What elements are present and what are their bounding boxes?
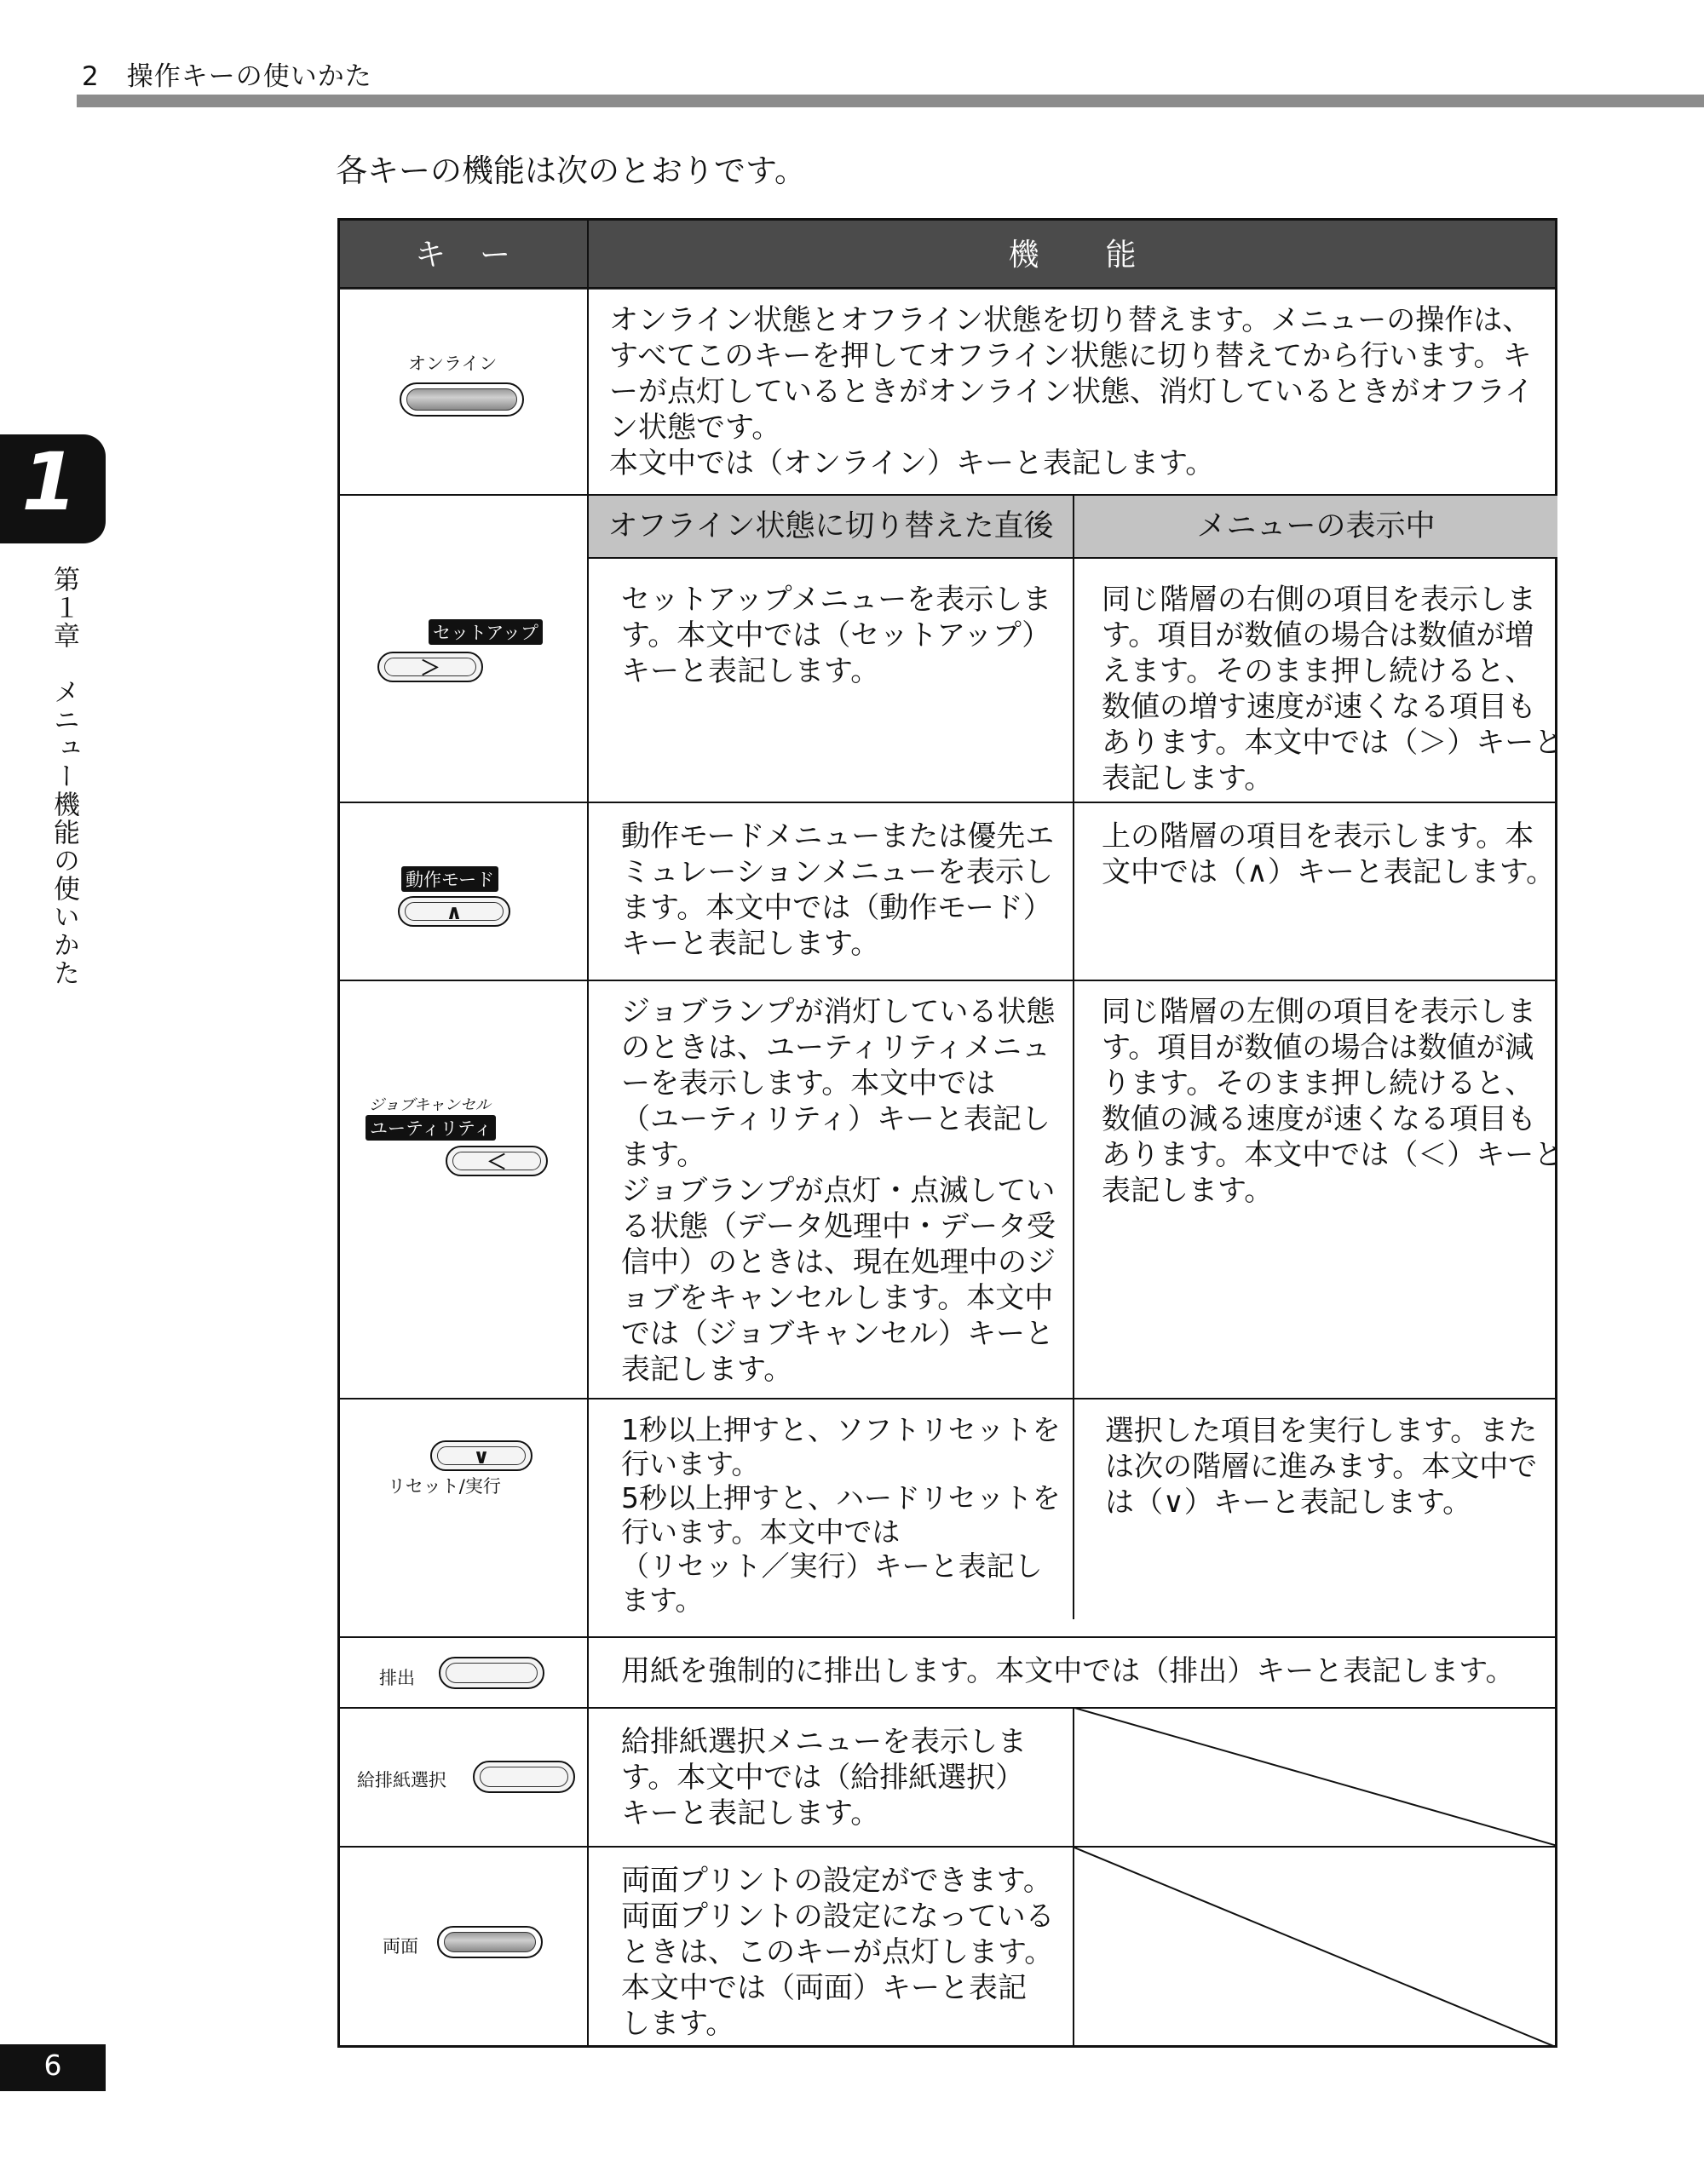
key-function-table [337, 218, 1563, 2048]
grid-line [340, 1636, 1557, 1638]
header-function: 機 能 [1008, 238, 1138, 273]
job-cancel-key-label: ジョブキャンセル [369, 1096, 491, 1114]
grid-line [1073, 495, 1074, 1619]
right-arrow-icon: ＞ [420, 656, 440, 680]
utility-offline-text: ジョブランプが消灯している状態 のときは、ユーティリティメニュ ーを表示します。本文中では （ユーティリティ）キーと表記し ます。 ジョブランプが点灯・点滅してい る状態（データ処理中・データ受 信中）のときは、現在処理中のジ ョブをキャンセルします。本文中 では（ジョブキャンセル）キーと 表記します。 [621, 995, 1056, 1387]
empty-cell-diagonal [1074, 1708, 1557, 1846]
eject-key-label: 排出 [379, 1668, 415, 1688]
grid-line [589, 557, 1557, 559]
intro-text: 各キーの機能は次のとおりです。 [336, 152, 807, 189]
reset-key-label: リセット/実行 [388, 1476, 501, 1497]
paper-select-key-icon [473, 1761, 575, 1793]
header-rule [77, 95, 1704, 107]
grid-line [340, 287, 1557, 289]
setup-menu-text: 同じ階層の右側の項目を表示しま す。項目が数値の場合は数値が増 えます。そのまま押し続けると、 数値の増す速度が速くなる項目も あります。本文中では（＞）キーと 表記します。 [1102, 583, 1563, 796]
grid-line [340, 1398, 1557, 1399]
utility-menu-text: 同じ階層の左側の項目を表示しま す。項目が数値の場合は数値が減 ります。そのまま押し続けると、 数値の減る速度が速くなる項目も あります。本文中では（＜）キーと 表記します。 [1102, 995, 1563, 1208]
up-arrow-icon: ∧ [446, 900, 463, 924]
down-arrow-key-icon [430, 1440, 532, 1471]
mode-offline-text: 動作モードメニューまたは優先エ ミュレーションメニューを表示し ます。本文中では（動作モード） キーと表記します。 [621, 819, 1055, 961]
left-arrow-key-icon [446, 1146, 548, 1176]
grid-line [340, 980, 1557, 981]
left-arrow-icon: ＜ [486, 1150, 507, 1174]
header-key: キ ー [414, 238, 512, 273]
mode-menu-text: 上の階層の項目を表示します。本 文中では（∧）キーと表記します。 [1102, 819, 1556, 889]
grid-line [340, 494, 1557, 496]
paper-select-description: 給排紙選択メニューを表示しま す。本文中では（給排紙選択） キーと表記します。 [621, 1725, 1027, 1831]
empty-cell-diagonal [1074, 1848, 1557, 2048]
page-number: 6 [43, 2049, 62, 2082]
paper-select-key-label: 給排紙選択 [357, 1770, 446, 1790]
down-arrow-icon: ∨ [473, 1445, 490, 1468]
grid-line [340, 802, 1557, 803]
subheader-offline: オフライン状態に切り替えた直後 [607, 509, 1054, 543]
right-arrow-key-icon [377, 652, 483, 682]
up-arrow-key-icon [398, 896, 510, 927]
subheader-menu: メニューの表示中 [1196, 509, 1436, 543]
duplex-key-icon [437, 1926, 543, 1958]
duplex-key-label: 両面 [383, 1936, 418, 1957]
eject-key-icon [439, 1657, 544, 1689]
setup-offline-text: セットアップメニューを表示しま す。本文中では（セットアップ） キーと表記します。 [621, 583, 1052, 688]
eject-description: 用紙を強制的に排出します。本文中では（排出）キーと表記します。 [621, 1654, 1515, 1688]
page-header-title: 2 操作キーの使いかた [82, 61, 372, 92]
chapter-title: 第１章 メニュー機能の使いかた [49, 566, 79, 987]
reset-offline-text: 1秒以上押すと、ソフトリセットを 行います。 5秒以上押すと、ハードリセットを 行います。本文中では （リセット／実行）キーと表記し ます。 [621, 1413, 1061, 1617]
duplex-description: 両面プリントの設定ができます。 両面プリントの設定になっている ときは、このキーが点灯します。 本文中では（両面）キーと表記 します。 [621, 1864, 1055, 2041]
reset-menu-text: 選択した項目を実行します。また は次の階層に進みます。本文中で は（∨）キーと表記します。 [1105, 1414, 1538, 1520]
mode-key-label: 動作モード [401, 866, 498, 892]
setup-key-label: セットアップ [429, 619, 543, 645]
online-key-label: オンライン [408, 353, 498, 374]
online-description: オンライン状態とオフライン状態を切り替えます。メニューの操作は、 すべてこのキーを押してオフライン状態に切り替えてから行います。キ ーが点灯しているときがオンライン状態、消灯しているときがオフライ ン状態です。 本文中では（オンライン）キーと表記します。 [609, 303, 1534, 480]
utility-key-label: ユーティリティ [366, 1115, 496, 1141]
chapter-number: 1 [21, 436, 78, 529]
online-key-icon [400, 382, 524, 417]
